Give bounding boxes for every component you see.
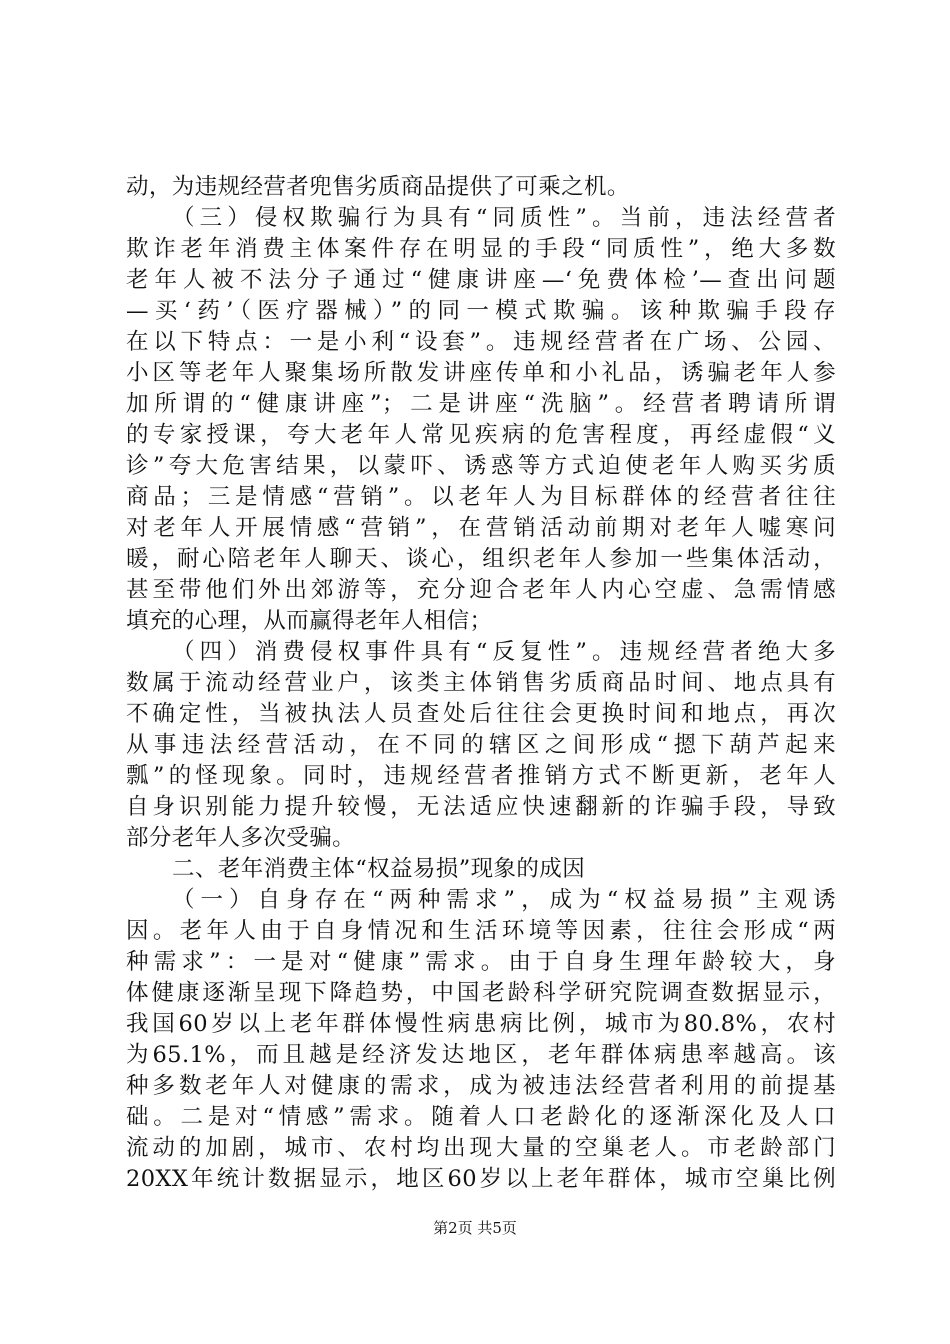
text-line: 诊”夸大危害结果，以蒙吓、诱惑等方式迫使老年人购买劣质 — [126, 453, 836, 479]
text-line: 甚至带他们外出郊游等，充分迎合老年人内心空虚、急需情感 — [126, 577, 836, 603]
document-body — [126, 172, 836, 1195]
text-line: 老年人被不法分子通过“健康讲座—‘免费体检’—查出问题 — [126, 267, 836, 293]
text-line: 为65.1%，而且越是经济发达地区，老年群体病患率越高。该 — [126, 1042, 836, 1068]
text-line: 的专家授课，夸大老年人常见疾病的危害程度，再经虚假“义 — [126, 422, 836, 448]
text-line: 种多数老年人对健康的需求，成为被违法经营者利用的前提基 — [126, 1073, 836, 1099]
text-line: 体健康逐渐呈现下降趋势，中国老龄科学研究院调查数据显示， — [126, 980, 836, 1006]
text-line: 瓢”的怪现象。同时，违规经营者推销方式不断更新，老年人 — [126, 763, 836, 789]
text-line: 不确定性，当被执法人员查处后往往会更换时间和地点，再次 — [126, 701, 836, 727]
text-line: 种需求”：一是对“健康”需求。由于自身生理年龄较大，身 — [126, 949, 836, 975]
text-line: 在以下特点：一是小利“设套”。违规经营者在广场、公园、 — [126, 329, 836, 355]
text-line: 数属于流动经营业户，该类主体销售劣质商品时间、地点具有 — [126, 670, 836, 696]
text-line: 从事违法经营活动，在不同的辖区之间形成“摁下葫芦起来 — [126, 732, 836, 758]
text-line: 础。二是对“情感”需求。随着人口老龄化的逐渐深化及人口 — [126, 1104, 836, 1130]
text-line: 我国60岁以上老年群体慢性病患病比例，城市为80.8%，农村 — [126, 1011, 836, 1037]
text-line: 暖，耐心陪老年人聊天、谈心，组织老年人参加一些集体活动， — [126, 546, 836, 572]
text-line: 加所谓的“健康讲座”；二是讲座“洗脑”。经营者聘请所谓 — [126, 391, 836, 417]
paragraph-start-line: （一）自身存在“两种需求”，成为“权益易损”主观诱 — [172, 887, 836, 913]
paragraph-start-line: （三）侵权欺骗行为具有“同质性”。当前，违法经营者 — [172, 205, 836, 231]
text-line: 流动的加剧，城市、农村均出现大量的空巢老人。市老龄部门 — [126, 1135, 836, 1161]
text-line: 小区等老年人聚集场所散发讲座传单和小礼品，诱骗老年人参 — [126, 360, 836, 386]
page-number-footer: 第2页 共5页 — [433, 1219, 517, 1237]
paragraph-start-line: （四）消费侵权事件具有“反复性”。违规经营者绝大多 — [172, 639, 836, 665]
text-line: —买‘药’（医疗器械）”的同一模式欺骗。该种欺骗手段存 — [126, 298, 836, 324]
text-line: 因。老年人由于自身情况和生活环境等因素，往往会形成“两 — [126, 918, 836, 944]
text-line: 对老年人开展情感“营销”，在营销活动前期对老年人嘘寒问 — [126, 515, 836, 541]
text-line: 欺诈老年消费主体案件存在明显的手段“同质性”，绝大多数 — [126, 236, 836, 262]
section-heading: 二、老年消费主体“权益易损”现象的成因 — [172, 856, 586, 882]
text-line: 自身识别能力提升较慢，无法适应快速翻新的诈骗手段，导致 — [126, 794, 836, 820]
text-line: 部分老年人多次受骗。 — [126, 825, 356, 851]
text-line: 商品；三是情感“营销”。以老年人为目标群体的经营者往往 — [126, 484, 836, 510]
text-line: 动，为违规经营者兜售劣质商品提供了可乘之机。 — [126, 174, 630, 200]
text-line: 填充的心理，从而赢得老年人相信； — [126, 608, 493, 634]
text-line: 20XX年统计数据显示，地区60岁以上老年群体，城市空巢比例 — [126, 1166, 836, 1192]
